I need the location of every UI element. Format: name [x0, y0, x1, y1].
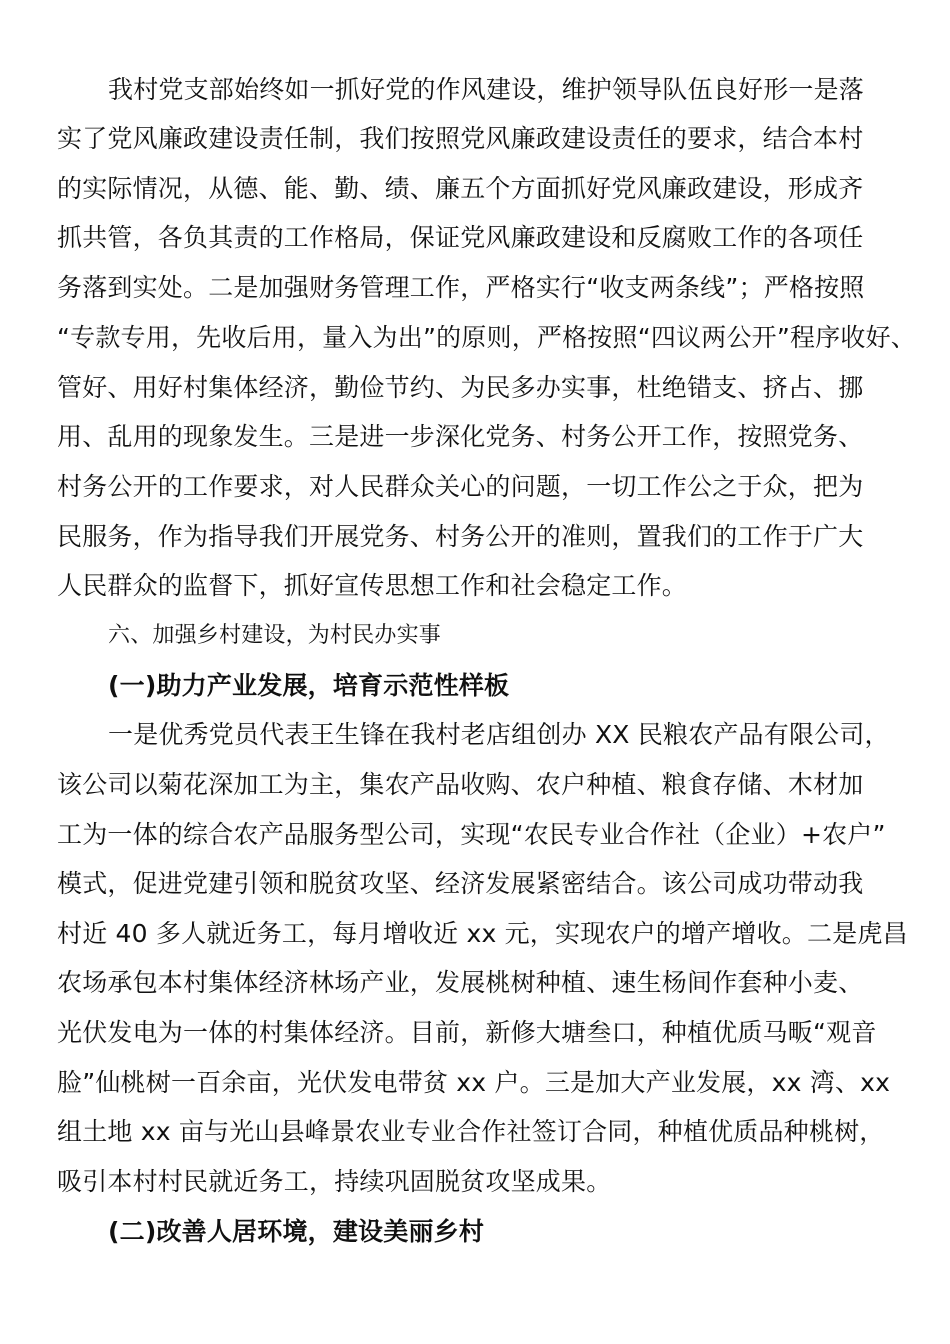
paragraph-line: 模式，促进党建引领和脱贫攻坚、经济发展紧密结合。该公司成功带动我 — [57, 869, 864, 898]
paragraph-line: 组土地 xx 亩与光山县峰景农业专业合作社签订合同，种植优质品种桃树， — [57, 1117, 885, 1146]
paragraph-line: 我村党支部始终如一抓好党的作风建设，维护领导队伍良好形一是落 — [108, 75, 865, 104]
paragraph-line: 抓共管，各负其责的工作格局，保证党风廉政建设和反腐败工作的各项任 — [57, 223, 864, 252]
section-heading: 六、加强乡村建设，为村民办实事 — [108, 623, 442, 648]
paragraph-line: 村近 40 多人就近务工，每月增收近 xx 元，实现农户的增产增收。二是虎昌 — [57, 919, 908, 948]
paragraph-line: 吸引本村村民就近务工，持续巩固脱贫攻坚成果。 — [57, 1167, 612, 1196]
paragraph-line: 用、乱用的现象发生。三是进一步深化党务、村务公开工作，按照党务、 — [57, 422, 864, 451]
paragraph-line: 农场承包本村集体经济林场产业，发展桃树种植、速生杨间作套种小麦、 — [57, 968, 864, 997]
paragraph-line: 村务公开的工作要求，对人民群众关心的问题，一切工作公之于众，把为 — [57, 472, 864, 501]
paragraph-line: 人民群众的监督下，抓好宣传思想工作和社会稳定工作。 — [57, 571, 688, 600]
paragraph-line: 该公司以菊花深加工为主，集农产品收购、农户种植、粮食存储、木材加 — [57, 770, 864, 799]
paragraph-line: 务落到实处。二是加强财务管理工作，严格实行“收支两条线”；严格按照 — [57, 273, 865, 302]
paragraph-line: 光伏发电为一体的村集体经济。目前，新修大塘叁口，种植优质马畈“观音 — [57, 1018, 877, 1047]
paragraph-line: “专款专用，先收后用，量入为出”的原则，严格按照“四议两公开”程序收好、 — [57, 323, 917, 352]
paragraph-line: 管好、用好村集体经济，勤俭节约、为民多办实事，杜绝错支、挤占、挪 — [57, 373, 864, 402]
paragraph-line: 工为一体的综合农产品服务型公司，实现“农民专业合作社（企业）+农户” — [57, 820, 886, 849]
paragraph-line: 民服务，作为指导我们开展党务、村务公开的准则，置我们的工作于广大 — [57, 522, 864, 551]
subheading-industry: (一)助力产业发展，培育示范性样板 — [108, 671, 510, 700]
paragraph-line: 的实际情况，从德、能、勤、绩、廉五个方面抓好党风廉政建设，形成齐 — [57, 174, 864, 203]
paragraph-line: 一是优秀党员代表王生锋在我村老店组创办 XX 民粮农产品有限公司， — [108, 720, 890, 749]
paragraph-line: 实了党风廉政建设责任制，我们按照党风廉政建设责任的要求，结合本村 — [57, 124, 864, 153]
paragraph-line: 脸”仙桃树一百余亩，光伏发电带贫 xx 户。三是加大产业发展，xx 湾、xx — [57, 1068, 891, 1097]
subheading-environment: (二)改善人居环境，建设美丽乡村 — [108, 1217, 485, 1246]
